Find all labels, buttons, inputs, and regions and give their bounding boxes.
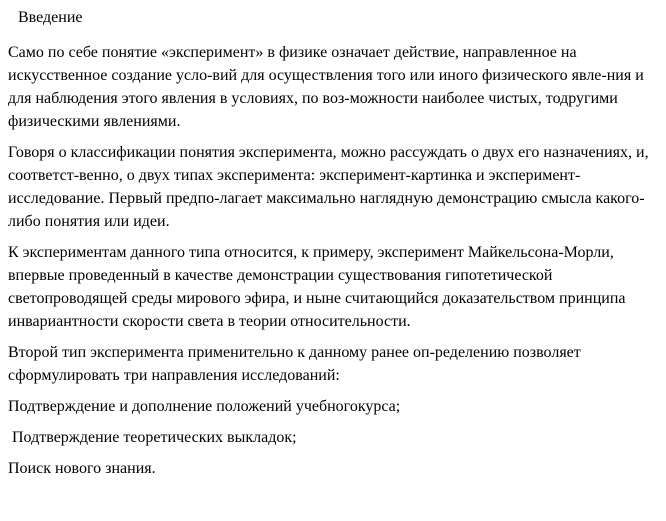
- document: [8, 8, 660, 480]
- paragraph-michelson-morley: К экспериментам данного типа относится, к примеру, эксперимент Майкельсона-Морли, впервые проведенный в качестве демонстрации существования гипотетической светопроводящей среды мирового эфира, и ныне считающийся доказательством принципа инвариантности скорости света в теории относительности.: [8, 244, 626, 330]
- paragraph-classification: Говоря о классификации понятия эксперимента, можно рассуждать о двух его назначениях, и, соответст-венно, о двух типах эксперимента: эксперимент-картинка и эксперимент-исследование. Первый предпо-лагает максимально наглядную демонстрацию смысла какого-либо понятия или идеи.: [8, 144, 649, 230]
- paragraph-second-type: Второй тип эксперимента применительно к данному ранее оп-ределению позволяет сформулировать три направления исследований:: [8, 344, 581, 384]
- list-item-course-confirmation: Подтверждение и дополнение положений учебногокурса;: [8, 398, 401, 415]
- list-item-new-knowledge: Поиск нового знания.: [8, 460, 156, 477]
- document-title: Введение: [18, 9, 83, 26]
- paragraph-definition: Само по себе понятие «эксперимент» в физике означает действие, направленное на искусственное создание усло-вий для осуществления того или иного физического явле-ния и для наблюдения этого явления в условиях, по воз-можности наиболее чистых, тодругими физическими явлениями.: [8, 44, 644, 130]
- list-item-theory-confirmation: Подтверждение теоретических выкладок;: [12, 429, 297, 446]
